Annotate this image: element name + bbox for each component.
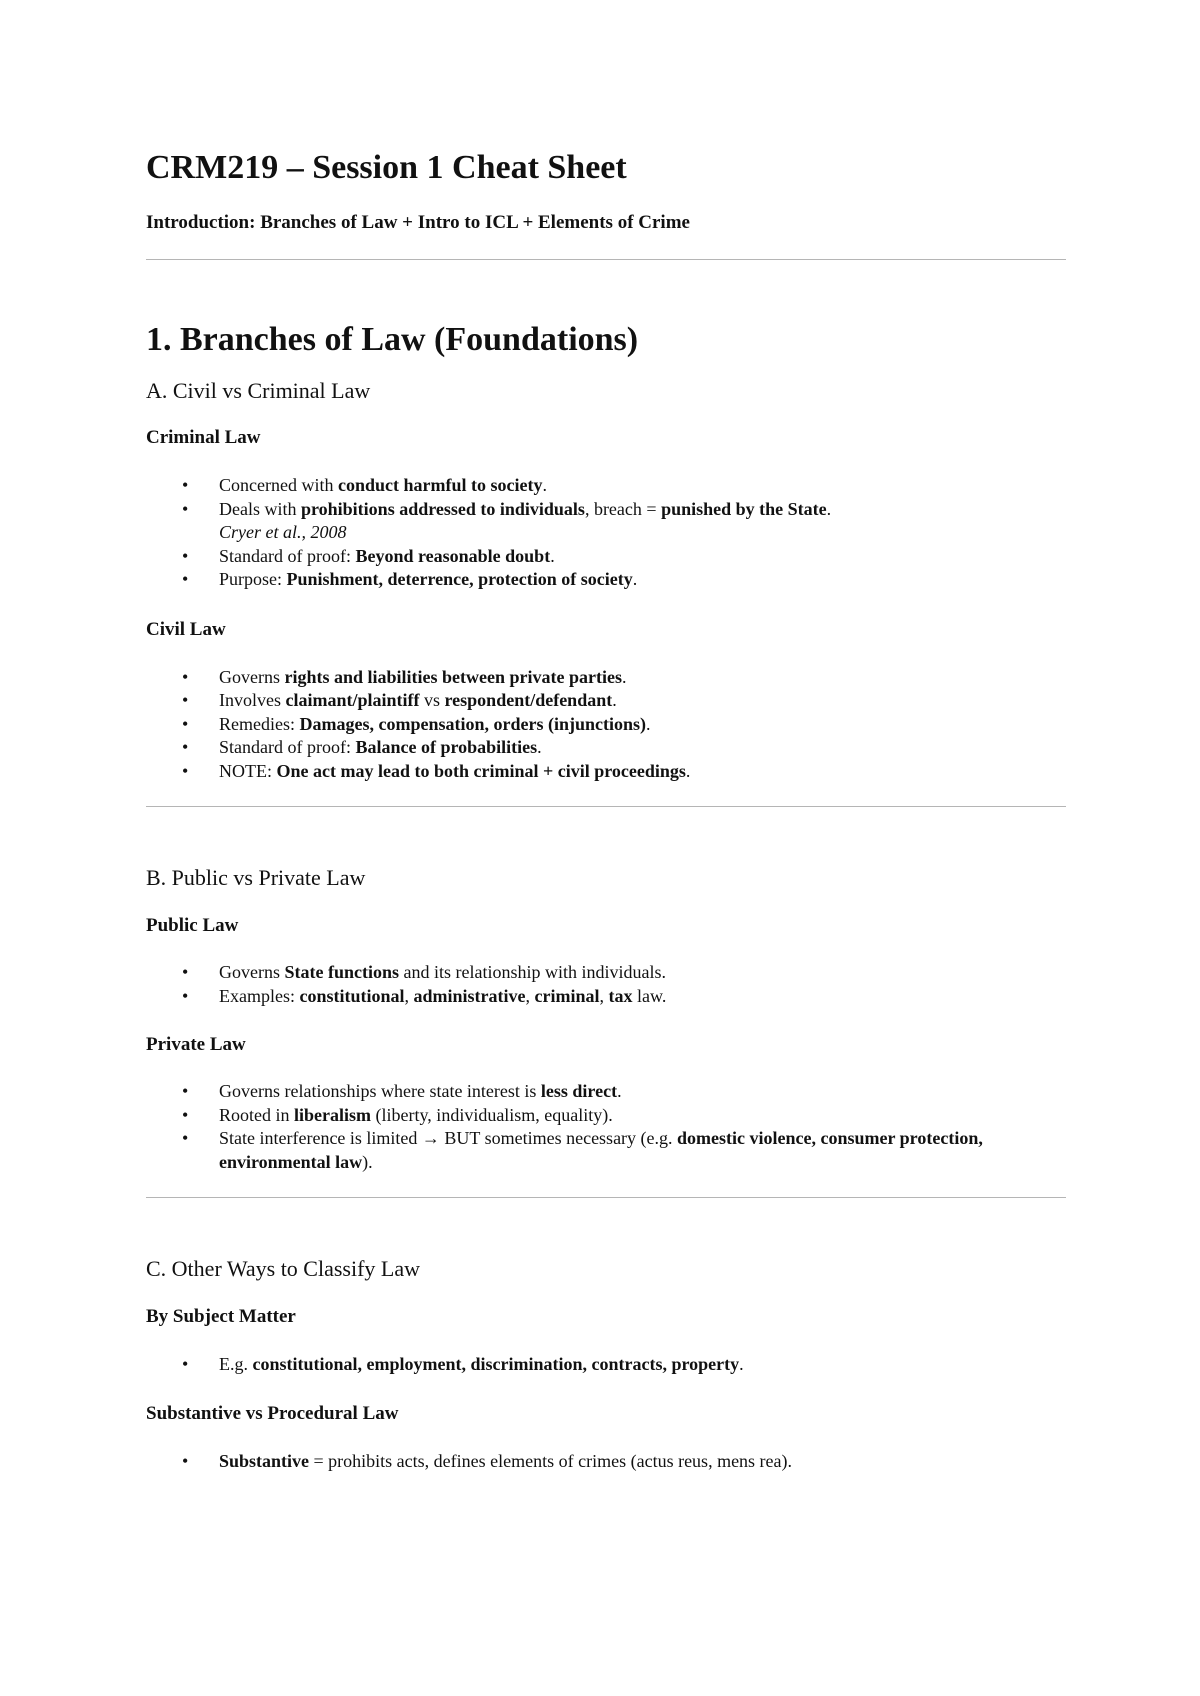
list-item: • Rooted in liberalism (liberty, individualism, equality).	[146, 1104, 1066, 1128]
civil-law-heading: Civil Law	[146, 618, 226, 640]
public-law-heading: Public Law	[146, 915, 239, 936]
document-title: CRM219 – Session 1 Cheat Sheet	[146, 149, 627, 186]
subsection-heading-civil-vs-criminal: A. Civil vs Criminal Law	[146, 378, 371, 403]
list-item: • Governs relationships where state interest is less direct.	[146, 1080, 1066, 1104]
list-item: • Standard of proof: Balance of probabilities.	[146, 736, 1066, 760]
citation: Cryer et al., 2008	[219, 522, 347, 542]
subsection-heading-public-vs-private: B. Public vs Private Law	[146, 865, 366, 890]
criminal-law-heading: Criminal Law	[146, 427, 261, 448]
list-item: • Involves claimant/plaintiff vs respondent/defendant.	[146, 689, 1066, 713]
list-item: • State interference is limited → BUT sometimes necessary (e.g. domestic violence, consumer protection, environmental law).	[146, 1127, 1066, 1174]
list-item: • E.g. constitutional, employment, discrimination, contracts, property.	[146, 1353, 1066, 1377]
list-item: • Concerned with conduct harmful to society.	[146, 474, 1066, 498]
private-law-heading: Private Law	[146, 1034, 246, 1055]
document-subtitle: Introduction: Branches of Law + Intro to ICL + Elements of Crime	[146, 212, 690, 233]
subsection-heading-other-ways: C. Other Ways to Classify Law	[146, 1256, 421, 1281]
substantive-procedural-heading: Substantive vs Procedural Law	[146, 1402, 399, 1424]
civil-law-list	[146, 666, 1066, 784]
criminal-law-list	[146, 474, 1066, 592]
list-item: • Purpose: Punishment, deterrence, protection of society.	[146, 568, 1066, 592]
list-item: • Standard of proof: Beyond reasonable doubt.	[146, 545, 1066, 569]
substantive-procedural-list	[146, 1450, 1066, 1474]
list-item: • Governs rights and liabilities between private parties.	[146, 666, 1066, 690]
list-item: • Examples: constitutional, administrative, criminal, tax law.	[146, 985, 1066, 1009]
list-item: • NOTE: One act may lead to both criminal + civil proceedings.	[146, 760, 1066, 784]
document-content	[146, 140, 1066, 1473]
subject-matter-heading: By Subject Matter	[146, 1306, 296, 1327]
divider	[146, 806, 1066, 807]
list-item: • Substantive = prohibits acts, defines elements of crimes (actus reus, mens rea).	[146, 1450, 1066, 1474]
subject-matter-list	[146, 1353, 1066, 1377]
private-law-list	[146, 1080, 1066, 1174]
divider	[146, 1197, 1066, 1198]
list-item: • Deals with prohibitions addressed to individuals, breach = punished by the State. Cryer et al., 2008	[146, 498, 1066, 545]
public-law-list	[146, 961, 1066, 1008]
divider	[146, 259, 1066, 260]
list-item: • Remedies: Damages, compensation, orders (injunctions).	[146, 713, 1066, 737]
list-item: • Governs State functions and its relationship with individuals.	[146, 961, 1066, 985]
section-heading-branches-of-law: 1. Branches of Law (Foundations)	[146, 321, 639, 358]
